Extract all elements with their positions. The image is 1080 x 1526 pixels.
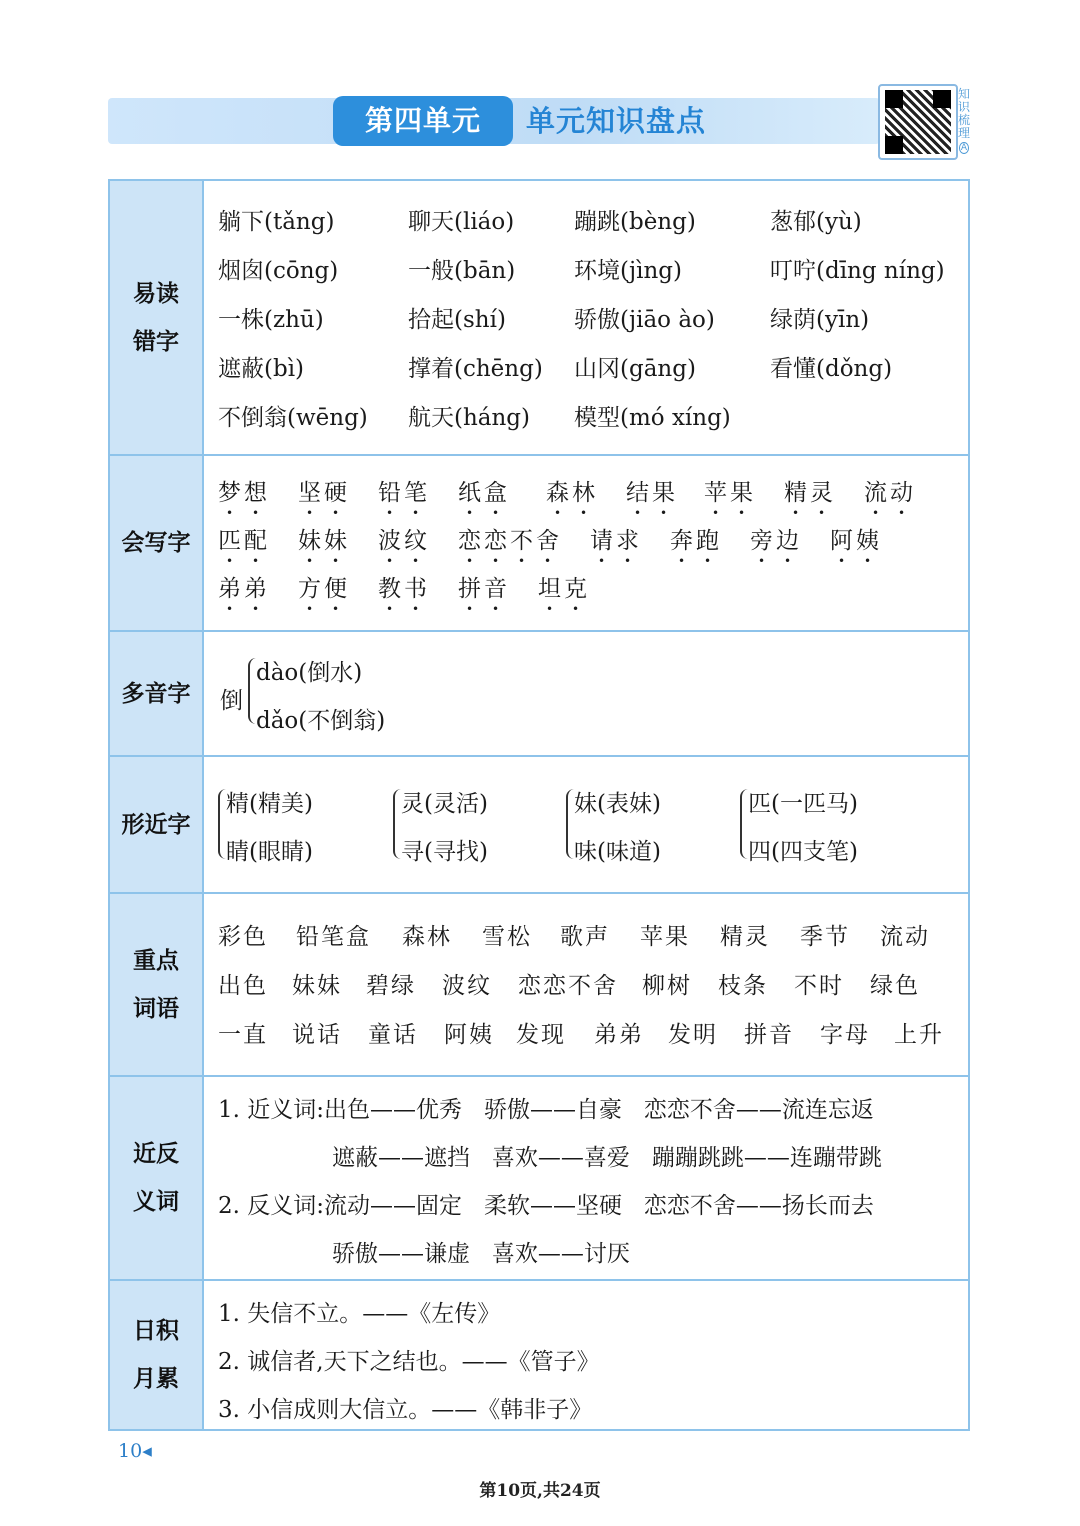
- yidu-item: 叮咛(dīng níng): [770, 258, 945, 284]
- yidu-item: 看懂(dǒng): [770, 356, 893, 382]
- zhongdian-word: 恋恋不舍: [518, 973, 618, 999]
- xingjin-char: 匹(一匹马): [748, 791, 858, 817]
- xingjin-char: 睛(眼睛): [226, 839, 313, 865]
- huixie-word: 阿姨: [830, 528, 882, 554]
- xingjin-char: 妹(表妹): [574, 791, 661, 817]
- huixie-word: 森林: [546, 480, 598, 506]
- huixie-word: 奔跑: [670, 528, 722, 554]
- unit-tag: 第四单元: [333, 96, 513, 146]
- zhongdian-word: 碧绿: [366, 973, 416, 999]
- yidu-item: 躺下(tǎng): [218, 209, 335, 235]
- zhongdian-word: 森林: [402, 924, 452, 950]
- page-number: 10◂: [118, 1440, 152, 1462]
- row-label-duoyin: 多音字: [110, 632, 204, 755]
- zhongdian-word: 不时: [794, 973, 844, 999]
- riji-line-2: 2. 诚信者,天下之结也。——《管子》: [218, 1349, 600, 1375]
- label-line-2: 词语: [133, 995, 179, 1022]
- yidu-item: 模型(mó xíng): [574, 405, 731, 431]
- label-line-1: 易读: [133, 280, 179, 307]
- zhongdian-word: 童话: [368, 1022, 418, 1048]
- huixie-word: 匹配: [218, 528, 270, 554]
- huixie-word: 妹妹: [298, 528, 350, 554]
- row-xingjin: [110, 757, 968, 894]
- duoyin-content: [218, 632, 968, 755]
- zhongdian-word: 发明: [668, 1022, 718, 1048]
- row-jinfan: [110, 1077, 968, 1281]
- label-line-1: 重点: [133, 947, 179, 974]
- huixie-word: 流动: [864, 480, 916, 506]
- zhongdian-word: 一直: [218, 1022, 268, 1048]
- zhongdian-word: 上升: [894, 1022, 944, 1048]
- zhongdian-word: 雪松: [482, 924, 532, 950]
- row-label-xingjin: 形近字: [110, 757, 204, 892]
- xingjin-char: 精(精美): [226, 791, 313, 817]
- duoyin-reading-1: dào(倒水): [256, 660, 363, 686]
- huixie-word: 请求: [590, 528, 642, 554]
- knowledge-table: [108, 179, 970, 1431]
- yidu-item: 拾起(shí): [408, 307, 506, 333]
- qr-label: [956, 88, 972, 155]
- qr-mark: A: [960, 143, 968, 153]
- huixie-word: 梦想: [218, 480, 270, 506]
- huixie-content: [218, 456, 968, 630]
- riji-line-3: 3. 小信成则大信立。——《韩非子》: [218, 1397, 593, 1423]
- label-line-2: 月累: [133, 1366, 179, 1392]
- huixie-word: 拼音: [458, 576, 510, 602]
- xingjin-char: 味(味道): [574, 839, 661, 865]
- qr-pattern: [885, 90, 951, 154]
- xingjin-char: 寻(寻找): [401, 839, 488, 865]
- yidu-item: 环境(jìng): [574, 258, 682, 284]
- zhongdian-word: 出色: [218, 973, 268, 999]
- huixie-word: 纸盒: [458, 480, 510, 506]
- zhongdian-word: 彩色: [218, 924, 268, 950]
- xingjin-content: [218, 757, 968, 892]
- yidu-item: 一般(bān): [408, 258, 516, 284]
- yidu-item: 撑着(chēng): [408, 356, 543, 382]
- zhongdian-word: 妹妹: [292, 973, 342, 999]
- unit-title: 单元知识盘点: [526, 104, 707, 138]
- jinfan-line-1: 1. 近义词:出色——优秀 骄傲——自豪 恋恋不舍——流连忘返: [218, 1097, 874, 1123]
- row-zhongdian: [110, 894, 968, 1077]
- row-label-huixie: 会写字: [110, 456, 204, 630]
- xingjin-char: 四(四支笔): [748, 839, 858, 865]
- label-line-1: 近反: [133, 1141, 179, 1167]
- zhongdian-word: 歌声: [560, 924, 610, 950]
- zhongdian-word: 苹果: [640, 924, 690, 950]
- yidu-item: 聊天(liáo): [408, 209, 515, 235]
- yidu-item: 一株(zhū): [218, 307, 324, 333]
- yidu-item: 葱郁(yù): [770, 209, 862, 235]
- huixie-word: 精灵: [784, 480, 836, 506]
- huixie-word: 恋恋不舍: [458, 528, 562, 554]
- qr-label-text: 知识梳理: [957, 87, 970, 140]
- yidu-item: 航天(háng): [408, 405, 531, 431]
- jinfan-line-3: 2. 反义词:流动——固定 柔软——坚硬 恋恋不舍——扬长而去: [218, 1193, 874, 1219]
- zhongdian-word: 枝条: [718, 973, 768, 999]
- label-line-2: 义词: [133, 1189, 179, 1215]
- yidu-item: 烟囱(cōng): [218, 258, 339, 284]
- qr-code-icon[interactable]: [878, 84, 958, 160]
- row-label-jinfan: [110, 1077, 204, 1279]
- huixie-word: 铅笔: [378, 480, 430, 506]
- zhongdian-word: 精灵: [720, 924, 770, 950]
- zhongdian-word: 季节: [800, 924, 850, 950]
- label-line-1: 日积: [133, 1318, 179, 1344]
- zhongdian-word: 字母: [820, 1022, 870, 1048]
- zhongdian-word: 绿色: [870, 973, 920, 999]
- zhongdian-content: [218, 894, 968, 1075]
- zhongdian-word: 波纹: [442, 973, 492, 999]
- jinfan-content: [218, 1077, 968, 1279]
- duoyin-char: 倒: [220, 688, 243, 714]
- row-label-yidu: [110, 181, 204, 454]
- row-duoyin: [110, 632, 968, 757]
- yidu-item: 绿荫(yīn): [770, 307, 870, 333]
- zhongdian-word: 阿姨: [444, 1022, 494, 1048]
- huixie-word: 弟弟: [218, 576, 270, 602]
- yidu-content: [218, 181, 968, 454]
- row-label-zhongdian: [110, 894, 204, 1075]
- huixie-word: 方便: [298, 576, 350, 602]
- huixie-word: 旁边: [750, 528, 802, 554]
- zhongdian-word: 铅笔盒: [296, 924, 371, 950]
- zhongdian-word: 拼音: [744, 1022, 794, 1048]
- huixie-word: 教书: [378, 576, 430, 602]
- xingjin-char: 灵(灵活): [401, 791, 488, 817]
- yidu-item: 骄傲(jiāo ào): [574, 307, 715, 333]
- riji-line-1: 1. 失信不立。——《左传》: [218, 1301, 501, 1327]
- zhongdian-word: 流动: [880, 924, 930, 950]
- huixie-word: 坚硬: [298, 480, 350, 506]
- jinfan-line-4: 骄傲——谦虚 喜欢——讨厌: [332, 1241, 630, 1267]
- zhongdian-word: 柳树: [642, 973, 692, 999]
- zhongdian-word: 弟弟: [594, 1022, 644, 1048]
- huixie-word: 坦克: [538, 576, 590, 602]
- huixie-word: 波纹: [378, 528, 430, 554]
- label-line-2: 错字: [133, 328, 179, 355]
- row-riji: [110, 1281, 968, 1429]
- row-label-riji: [110, 1281, 204, 1429]
- row-huixie: [110, 456, 968, 632]
- page-total: 第10页,共24页: [479, 1481, 601, 1501]
- page-number-text: 10: [118, 1440, 143, 1462]
- yidu-item: 不倒翁(wēng): [218, 405, 368, 431]
- huixie-word: 结果: [626, 480, 678, 506]
- zhongdian-word: 发现: [516, 1022, 566, 1048]
- duoyin-reading-2: dǎo(不倒翁): [256, 708, 386, 734]
- zhongdian-word: 说话: [292, 1022, 342, 1048]
- row-yidu: [110, 181, 968, 456]
- yidu-item: 遮蔽(bì): [218, 356, 305, 382]
- huixie-word: 苹果: [704, 480, 756, 506]
- jinfan-line-2: 遮蔽——遮挡 喜欢——喜爱 蹦蹦跳跳——连蹦带跳: [332, 1145, 882, 1171]
- yidu-item: 山冈(gāng): [574, 356, 696, 382]
- riji-content: [218, 1281, 968, 1429]
- yidu-item: 蹦跳(bèng): [574, 209, 696, 235]
